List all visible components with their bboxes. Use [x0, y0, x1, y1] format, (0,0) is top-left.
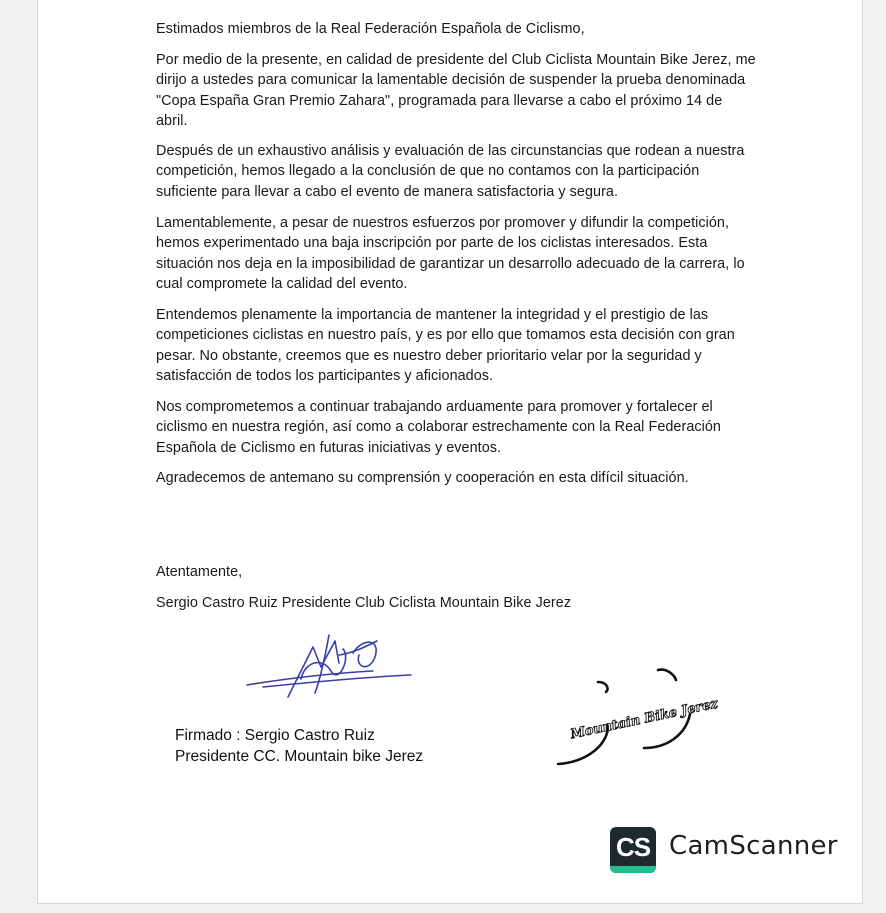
signed-by-label: Firmado : Sergio Castro Ruiz	[175, 727, 375, 744]
camscanner-logo-stripe	[610, 866, 656, 873]
letter-paragraph-4: Entendemos plenamente la importancia de mantener la integridad y el prestigio de las competiciones ciclistas en nuestro país, y es por ello que tomamos esta decisión con gran pesar. No obstante, creemos que es nuestro deber prioritario velar por la seguridad y satisfacción de todos los participantes y aficionados.	[156, 307, 735, 384]
letter-greeting: Estimados miembros de la Real Federación Española de Ciclismo,	[156, 21, 585, 37]
club-stamp-text: Mountain Bike Jerez	[569, 696, 720, 743]
letter-paragraph-1: Por medio de la presente, en calidad de presidente del Club Ciclista Mountain Bike Jerez, me dirijo a ustedes para comunicar la lamentable decisión de suspender la prueba denominada "Copa España Gran Premio Zahara", programada para llevarse a cabo el próximo 14 de abril.	[156, 52, 756, 129]
letter-paragraph-2: Después de un exhaustivo análisis y evaluación de las circunstancias que rodean a nuestra competición, hemos llegado a la conclusión de que no contamos con la participación suficiente para llevar a cabo el evento de manera satisfactoria y segura.	[156, 143, 745, 200]
letter-paragraph-5: Nos comprometemos a continuar trabajando arduamente para promover y fortalecer el ciclismo en nuestra región, así como a colaborar estrechamente con la Real Federación Española de Ciclismo en futuras iniciativas y eventos.	[156, 399, 721, 456]
club-stamp	[548, 664, 728, 774]
letter-closing: Atentamente,	[156, 564, 243, 580]
camscanner-logo-text: CS	[615, 832, 651, 862]
document-page	[37, 0, 863, 904]
letter-signer-line: Sergio Castro Ruiz Presidente Club Ciclista Mountain Bike Jerez	[156, 595, 572, 611]
letter-paragraph-3: Lamentablemente, a pesar de nuestros esfuerzos por promover y difundir la competición, hemos experimentado una baja inscripción por parte de los ciclistas interesados. Esta situación nos deja en la imposibilidad de garantizar un desarrollo adecuado de la carrera, lo cual compromete la calidad del evento.	[156, 215, 745, 292]
handwritten-signature	[243, 627, 423, 707]
camscanner-logo-icon	[610, 827, 656, 873]
signer-title-label: Presidente CC. Mountain bike Jerez	[175, 748, 424, 765]
letter-paragraph-6: Agradecemos de antemano su comprensión y cooperación en esta difícil situación.	[156, 470, 689, 486]
camscanner-brand-name: CamScanner	[669, 831, 838, 861]
